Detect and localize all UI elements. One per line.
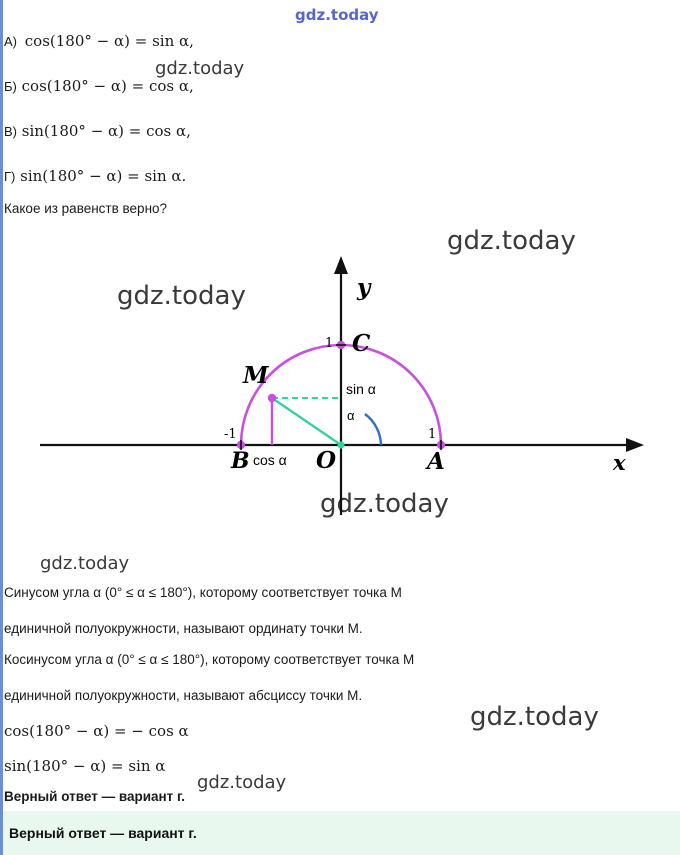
angle-arc	[365, 414, 381, 445]
conclusion-text: Верный ответ — вариант г.	[4, 789, 186, 804]
alpha-label: α	[347, 408, 355, 423]
y-axis-arrow	[334, 256, 348, 274]
definition-sine-line1: Синусом угла α (0° ≤ α ≤ 180°), которому соответствует точка M	[4, 585, 402, 600]
y-axis-label: y	[357, 274, 371, 301]
figure-svg	[0, 250, 680, 530]
unit-semicircle-figure	[0, 250, 680, 530]
definition-cosine-line2: единичной полуокружности, называют абсциссу точки M.	[4, 688, 363, 703]
watermark: gdz.today	[470, 702, 599, 732]
point-b-label: B	[231, 448, 250, 474]
watermark: gdz.today	[320, 489, 449, 519]
sin-label: sin α	[346, 381, 376, 397]
point-a-label: A	[427, 448, 445, 475]
option-b-label: Б)	[4, 79, 17, 94]
watermark: gdz.today	[40, 553, 130, 574]
cos-label: cos α	[253, 452, 287, 468]
option-g-formula: sin(180° − α) = sin α.	[20, 167, 187, 185]
option-a-label: А)	[4, 34, 17, 49]
answer-bar	[3, 811, 680, 855]
tick-label-one-top: 1	[325, 336, 334, 351]
tick-label-one-right: 1	[428, 427, 437, 442]
watermark: gdz.today	[447, 226, 576, 256]
point-c-label: C	[352, 330, 371, 357]
point-m-dot	[268, 394, 276, 402]
radius-om	[272, 398, 341, 445]
watermark: gdz.today	[295, 6, 379, 24]
watermark: gdz.today	[117, 281, 246, 311]
watermark: gdz.today	[197, 772, 287, 793]
answer-bar-text: Верный ответ — вариант г.	[9, 825, 197, 841]
option-a-formula: cos(180° − α) = sin α,	[24, 32, 194, 50]
tick-label-minus-one: -1	[224, 427, 237, 442]
option-b	[4, 77, 194, 95]
point-o-dot	[337, 441, 344, 448]
formula-sin-identity: sin(180° − α) = sin α	[4, 757, 166, 775]
option-v-formula: sin(180° − α) = cos α,	[21, 122, 191, 140]
option-v-label: В)	[4, 124, 17, 139]
option-g-label: Г)	[4, 169, 16, 184]
x-axis-label: x	[613, 450, 626, 475]
definition-sine-line2: единичной полуокружности, называют ординату точки M.	[4, 621, 363, 636]
point-m-label: M	[243, 362, 269, 389]
watermark: gdz.today	[155, 58, 245, 79]
question-text: Какое из равенств верно?	[4, 201, 168, 216]
option-v	[4, 122, 191, 140]
definition-cosine-line1: Косинусом угла α (0° ≤ α ≤ 180°), которому соответствует точка M	[4, 652, 415, 667]
point-o-label: O	[316, 447, 337, 474]
formula-cos-identity: cos(180° − α) = − cos α	[4, 722, 189, 740]
x-axis-arrow	[626, 438, 644, 452]
option-b-formula: cos(180° − α) = cos α,	[21, 77, 194, 95]
option-a	[4, 32, 194, 50]
option-g	[4, 167, 186, 185]
